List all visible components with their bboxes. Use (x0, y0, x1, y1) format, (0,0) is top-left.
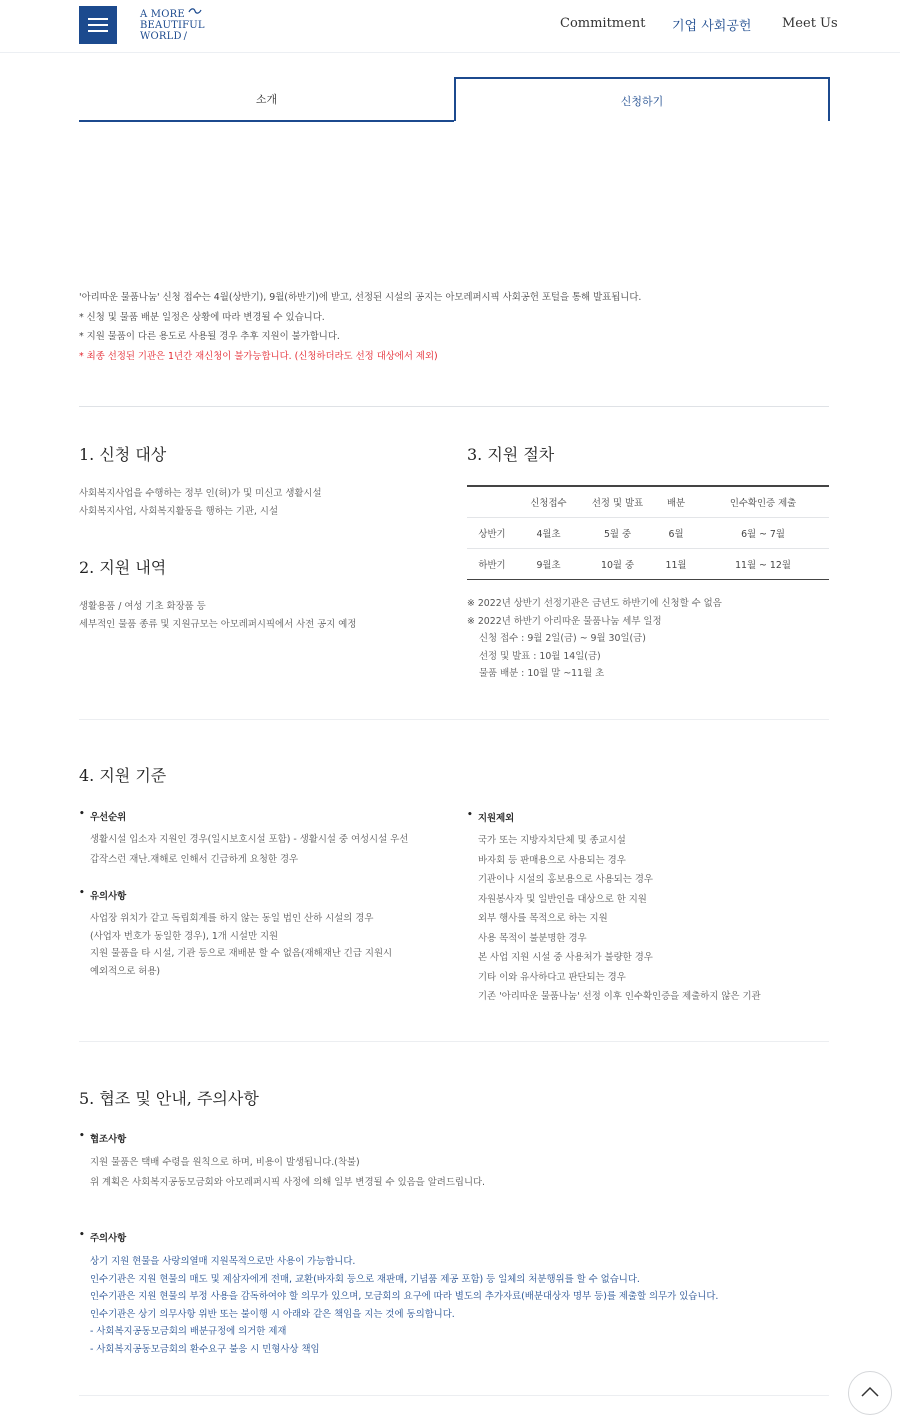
list-item: 사용 목적이 불분명한 경우 (478, 932, 587, 944)
list-item: 지원 물품을 타 시설, 기관 등으로 재배분 할 수 없음(재해재난 긴급 지원시 (90, 948, 393, 959)
list-item: 기존 '아리따운 물품나눔' 선정 이후 인수확인증을 제출하지 않은 기관 (478, 991, 761, 1002)
divider (79, 1041, 829, 1042)
tab-apply[interactable]: 신청하기 (454, 77, 830, 121)
table-row (467, 518, 829, 549)
cooperation-label: • 협조사항 (90, 1131, 126, 1145)
nav-meet-us[interactable]: Meet Us (782, 16, 838, 31)
logo-line: WORLD / (140, 31, 188, 42)
list-item: 기타 이와 유사하다고 판단되는 경우 (478, 971, 626, 983)
table-cell: 4월초 (517, 518, 580, 549)
table-cell: 하반기 (467, 549, 517, 580)
notice-line: '아리따운 물품나눔' 신청 접수는 4월(상반기), 9월(하반기)에 받고, 선정된 시설의 공지는 아모레퍼시픽 사회공헌 포털을 통해 발표됩니다. (79, 292, 642, 303)
table-header: 배분 (655, 486, 697, 518)
priority-label: • 우선순위 (90, 809, 126, 823)
exclusion-list (478, 831, 761, 1007)
list-item: 외부 행사를 목적으로 하는 지원 (478, 913, 608, 924)
table-cell: 9월초 (517, 549, 580, 580)
note-line: ※ 2022년 하반기 아리따운 물품나눔 세부 일정 (467, 615, 662, 627)
section-title-procedure: 3. 지원 절차 (467, 445, 555, 464)
procedure-notes (467, 595, 722, 683)
exclusion-label: • 지원제외 (478, 810, 514, 824)
section-title-criteria: 4. 지원 기준 (79, 766, 167, 785)
tab-bar (79, 77, 829, 122)
list-item: 인수기관은 지원 현물의 매도 및 제삼자에게 전매, 교환(바자회 등으로 재판매, 기념품 제공 포함) 등 일체의 처분행위를 할 수 없습니다. (90, 1273, 640, 1285)
list-item: - 사회복지공동모금회의 환수요구 불응 시 민형사상 책임 (90, 1343, 320, 1355)
notice-line-warning: * 최종 선정된 기관은 1년간 재신청이 불가능합니다. (신청하더라도 선정 대상에서 제외) (79, 350, 438, 362)
list-item: 바자회 등 판매용으로 사용되는 경우 (478, 854, 626, 866)
list-item: 생활시설 입소자 지원인 경우(일시보호시설 포함) - 생활시설 중 여성시설 우선 (90, 834, 409, 845)
note-line: 선정 및 발표 : 10월 14일(금) (479, 650, 601, 662)
logo-line: BEAUTIFUL (140, 20, 205, 31)
table-row (467, 549, 829, 580)
procedure-table (467, 485, 829, 580)
warning-list (90, 1253, 718, 1358)
target-text (79, 485, 322, 520)
site-header (0, 0, 900, 53)
caution-list (90, 910, 392, 980)
table-cell: 6월 ~ 7월 (697, 518, 829, 549)
section-title-support: 2. 지원 내역 (79, 558, 167, 577)
table-cell: 11월 ~ 12월 (697, 549, 829, 580)
section-title-notice: 5. 협조 및 안내, 주의사항 (79, 1089, 259, 1108)
list-item: 자원봉사자 및 일반인을 대상으로 한 지원 (478, 893, 647, 905)
cooperation-list (90, 1153, 485, 1192)
divider (79, 406, 829, 407)
list-item: 예외적으로 허용) (90, 965, 161, 977)
list-item: 국가 또는 지방자치단체 및 종교시설 (478, 835, 626, 846)
section-title-target: 1. 신청 대상 (79, 445, 167, 464)
list-item: 상기 지원 현물을 사랑의열매 지원목적으로만 사용이 가능합니다. (90, 1256, 356, 1267)
list-item: 인수기관은 상기 의무사항 위반 또는 불이행 시 아래와 같은 책임을 지는 것에 동의합니다. (90, 1308, 455, 1320)
wave-icon (188, 7, 202, 19)
table-header-row (467, 486, 829, 518)
text-line: 사회복지사업, 사회복지활동을 행하는 기관, 시설 (79, 505, 279, 517)
list-item: 사업장 위치가 같고 독립회계를 하지 않는 동일 법인 산하 시설의 경우 (90, 913, 374, 924)
note-line: ※ 2022년 상반기 선정기관은 금년도 하반기에 신청할 수 없음 (467, 598, 722, 609)
scroll-top-button[interactable] (848, 1371, 892, 1415)
table-header: 선정 및 발표 (580, 486, 655, 518)
list-item: 기관이나 시설의 홍보용으로 사용되는 경우 (478, 874, 653, 885)
table-header: 인수확인증 제출 (697, 486, 829, 518)
list-item: 본 사업 지원 시설 중 사용처가 불량한 경우 (478, 952, 653, 963)
table-cell: 상반기 (467, 518, 517, 549)
table-cell: 5월 중 (580, 518, 655, 549)
caution-label: • 유의사항 (90, 888, 126, 902)
chevron-up-icon (860, 1385, 880, 1399)
table-header: 신청접수 (517, 486, 580, 518)
logo[interactable] (140, 9, 205, 42)
table-cell: 11월 (655, 549, 697, 580)
menu-icon[interactable] (79, 6, 117, 44)
tab-intro[interactable]: 소개 (79, 77, 454, 122)
nav-csr[interactable]: 기업 사회공헌 (672, 19, 752, 34)
text-line: 사회복지사업을 수행하는 정부 인(허)가 및 미신고 생활시설 (79, 488, 322, 499)
list-item: - 사회복지공동모금회의 배분규정에 의거한 제재 (90, 1326, 287, 1337)
list-item: 갑작스런 재난.재해로 인해서 긴급하게 요청한 경우 (90, 853, 299, 865)
notice-block (79, 288, 641, 366)
divider (79, 719, 829, 720)
text-line: 세부적인 물품 종류 및 지원규모는 아모레퍼시픽에서 사전 공지 예정 (79, 618, 357, 630)
table-cell: 10월 중 (580, 549, 655, 580)
table-cell: 6월 (655, 518, 697, 549)
logo-line: A MORE (140, 9, 185, 20)
list-item: 지원 물품은 택배 수령을 원칙으로 하며, 비용이 발생됩니다.(착불) (90, 1157, 360, 1168)
nav-commitment[interactable]: Commitment (560, 16, 646, 31)
note-line: 물품 배분 : 10월 말 ~11월 초 (479, 668, 605, 679)
note-line: 신청 접수 : 9월 2일(금) ~ 9월 30일(금) (479, 633, 646, 644)
list-item: 인수기관은 지원 현물의 부정 사용을 감독하여야 할 의무가 있으며, 모금회의 요구에 따라 별도의 추가자료(배분대상자 명부 등)를 제출할 의무가 있습니다. (90, 1291, 719, 1302)
list-item: 위 계획은 사회복지공동모금회와 아모레퍼시픽 사정에 의해 일부 변경될 수 있음을 알려드립니다. (90, 1176, 486, 1188)
text-line: 생활용품 / 여성 기초 화장품 등 (79, 601, 206, 612)
divider (79, 1395, 829, 1396)
support-text (79, 598, 356, 633)
notice-line: * 신청 및 물품 배분 일정은 상황에 따라 변경될 수 있습니다. (79, 311, 325, 323)
table-header (467, 486, 517, 518)
priority-list (90, 830, 408, 869)
warning-label: • 주의사항 (90, 1230, 126, 1244)
notice-line: * 지원 물품이 다른 용도로 사용될 경우 추후 지원이 불가합니다. (79, 331, 340, 342)
list-item: (사업자 번호가 동일한 경우), 1개 시설만 지원 (90, 930, 279, 942)
